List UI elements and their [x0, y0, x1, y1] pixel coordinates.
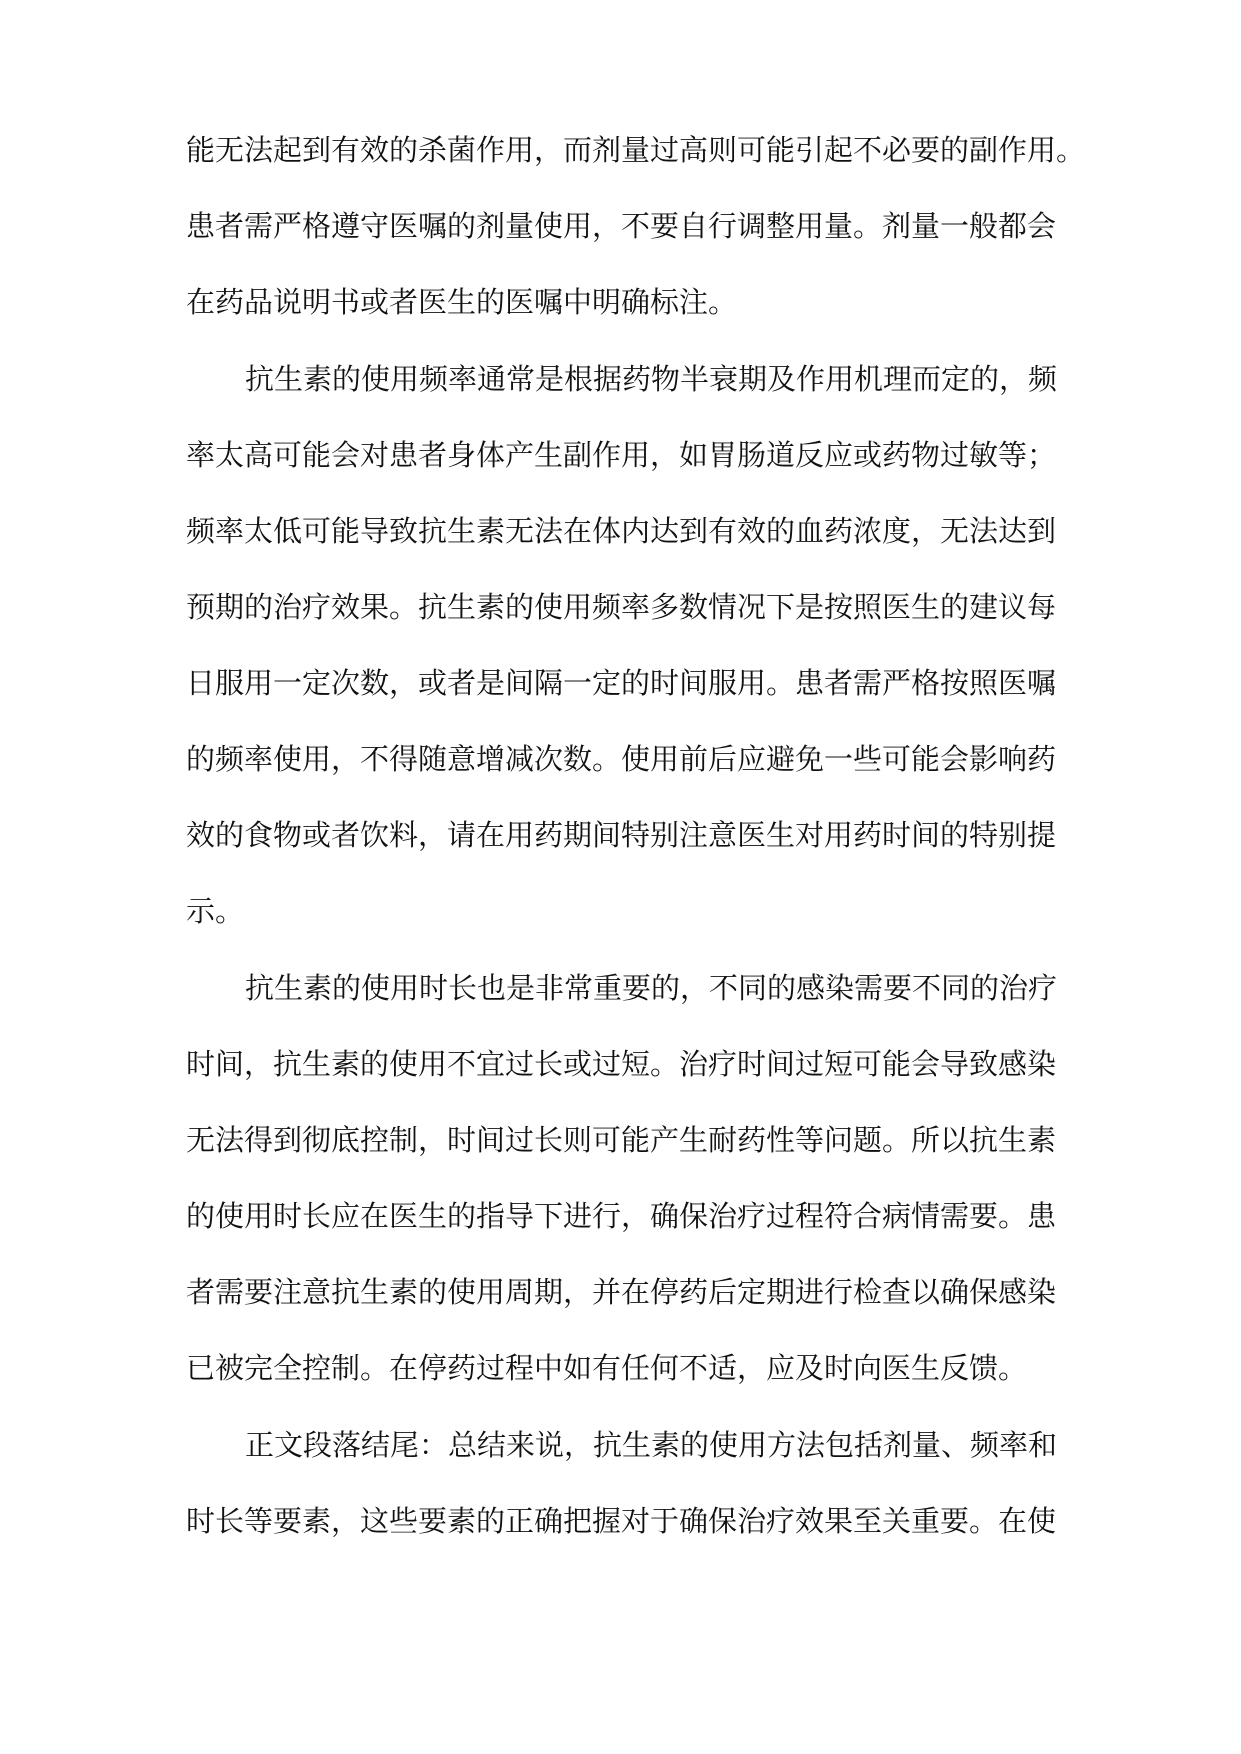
text-line: 示。: [186, 894, 245, 928]
text-line: 预期的治疗效果。抗生素的使用频率多数情况下是按照医生的建议每: [186, 590, 1057, 624]
paragraph-first-line: 正文段落结尾：总结来说，抗生素的使用方法包括剂量、频率和: [245, 1428, 1058, 1462]
text-line: 日服用一定次数，或者是间隔一定的时间服用。患者需严格按照医嘱: [186, 666, 1057, 700]
text-line: 频率太低可能导致抗生素无法在体内达到有效的血药浓度，无法达到: [186, 514, 1057, 548]
text-line: 在药品说明书或者医生的医嘱中明确标注。: [186, 285, 738, 319]
text-line: 的频率使用，不得随意增减次数。使用前后应避免一些可能会影响药: [186, 742, 1057, 776]
text-line: 能无法起到有效的杀菌作用，而剂量过高则可能引起不必要的副作用。: [186, 133, 1086, 167]
text-line: 已被完全控制。在停药过程中如有任何不适，应及时向医生反馈。: [186, 1351, 1028, 1385]
text-line: 者需要注意抗生素的使用周期，并在停药后定期进行检查以确保感染: [186, 1275, 1057, 1309]
paragraph-first-line: 抗生素的使用时长也是非常重要的，不同的感染需要不同的治疗: [245, 971, 1058, 1005]
text-line: 时间，抗生素的使用不宜过长或过短。治疗时间过短可能会导致感染: [186, 1047, 1057, 1081]
text-line: 效的食物或者饮料，请在用药期间特别注意医生对用药时间的特别提: [186, 818, 1057, 852]
text-line: 患者需严格遵守医嘱的剂量使用，不要自行调整用量。剂量一般都会: [186, 209, 1057, 243]
text-line: 时长等要素，这些要素的正确把握对于确保治疗效果至关重要。在使: [186, 1504, 1057, 1538]
text-line: 无法得到彻底控制，时间过长则可能产生耐药性等问题。所以抗生素: [186, 1123, 1057, 1157]
text-line: 的使用时长应在医生的指导下进行，确保治疗过程符合病情需要。患: [186, 1199, 1057, 1233]
text-line: 率太高可能会对患者身体产生副作用，如胃肠道反应或药物过敏等；: [186, 438, 1057, 472]
paragraph-first-line: 抗生素的使用频率通常是根据药物半衰期及作用机理而定的，频: [245, 362, 1058, 396]
